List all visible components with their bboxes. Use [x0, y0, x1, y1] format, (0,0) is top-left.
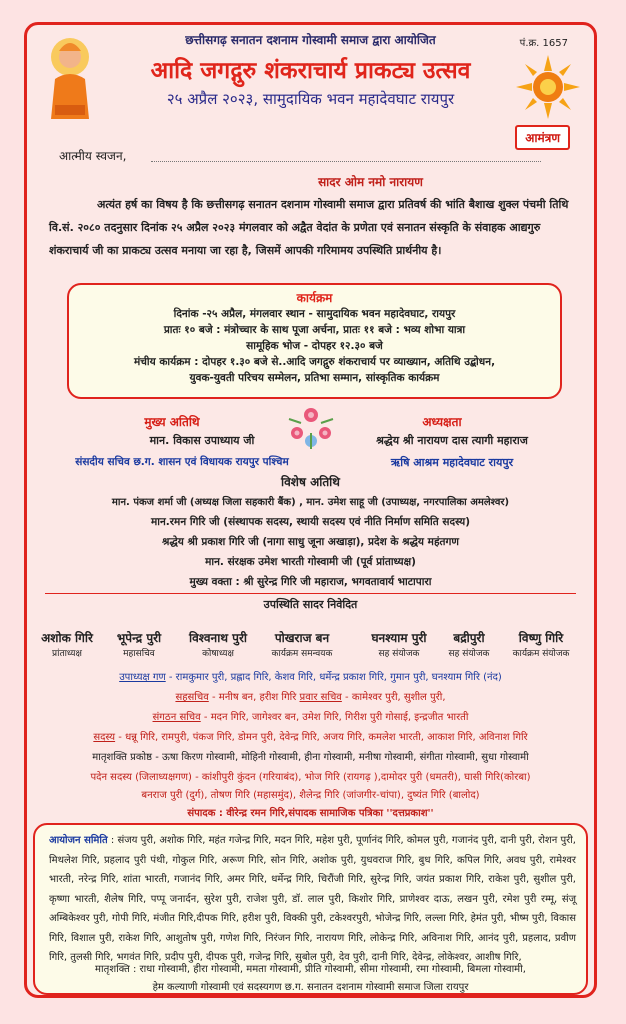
presenters-row	[27, 629, 594, 665]
committee-women: मातृशक्ति : राधा गोस्वामी, हीरा गोस्वामी, ममता गोस्वामी, प्रीति गोस्वामी, सीमा गोस्वामी, रमा गोस्वामी, बिमला गोस्वामी,	[95, 964, 526, 975]
presenter	[99, 629, 179, 659]
presenter-role: कोषाध्यक्ष	[202, 649, 234, 659]
event-date-venue: २५ अप्रैल २०२३, सामुदायिक भवन महादेवघाट रायपुर	[166, 90, 455, 108]
presenter-role: सह संयोजक	[378, 649, 420, 659]
committee-text	[49, 831, 576, 968]
presenter	[175, 629, 261, 659]
divider	[45, 593, 576, 594]
program-heading: कार्यक्रम	[296, 291, 333, 305]
presenter	[437, 629, 501, 659]
presenter-name: भूपेन्द्र पुरी	[116, 631, 162, 645]
presenter	[357, 629, 441, 659]
committee-label: आयोजन समिति	[49, 835, 108, 846]
presenters-heading: उपस्थिति सादर निवेदित	[263, 598, 358, 611]
editor-line: संपादक : वीरेन्द्र रमन गिरि,संपादक सामाजिक पत्रिका ''दत्तप्रकाश''	[187, 808, 434, 819]
presenter-role: सह संयोजक	[448, 649, 490, 659]
committee-footer: हेम कल्याणी गोस्वामी एवं सदस्यगण छ.ग. सनातन दशनाम गोस्वामी समाज जिला रायपुर	[152, 982, 469, 993]
invitation-card	[24, 22, 597, 998]
chief-guest-name: मान. विकास उपाध्याय जी	[149, 434, 255, 447]
program-line: युवक-युवती परिचय सम्मेलन, प्रतिभा सम्मान, सांस्कृतिक कार्यक्रम	[189, 372, 440, 384]
organizer-line: छत्तीसगढ़ सनातन दशनाम गोस्वामी समाज द्वारा आयोजित	[185, 33, 436, 47]
secretary-label: सहसचिव	[175, 692, 209, 703]
reference-number: पं.क्र. 1657	[519, 38, 568, 49]
presenter-name: विष्णु गिरि	[518, 631, 564, 645]
presenter-name: विश्वनाथ पुरी	[189, 631, 247, 645]
presenter	[259, 629, 345, 659]
secretary-names: - मनीष बन, हरीश गिरि	[208, 692, 300, 703]
greeting: आत्मीय स्वजन,	[59, 149, 127, 163]
publicity-label: प्रवार सचिव	[299, 692, 342, 703]
presidency-role-text: ऋषि आश्रम महादेवघाट रायपुर	[390, 456, 514, 469]
secretaries	[27, 689, 594, 703]
presidency-role	[327, 455, 577, 470]
presenter-name: पोखराज बन	[274, 631, 330, 645]
presenter-role: कार्यक्रम संयोजक	[512, 649, 570, 659]
district-names: - कांशीपुरी कुंदन (गरियाबंद), भोज गिरि (रायगढ़ ),दामोदर पुरी (धमतरी), घासी गिरि(कोरबा)	[191, 772, 531, 783]
invitation-badge: आमंत्रण	[515, 125, 570, 150]
presidency-block	[367, 413, 517, 430]
members-label: सदस्य	[93, 732, 116, 743]
invitation-paragraph: अत्यंत हर्ष का विषय है कि छत्तीसगढ़ सनातन दशनाम गोस्वामी समाज द्वारा प्रतिवर्ष की भांति बैशाख शुक्ल पंचमी तिथि वि.सं. २०८० तदनुसार दिनांक २५ अप्रैल २०२३ मंगलवार को अद्वैत वेदांत के प्रणेता एवं सनातन संस्कृति के संवाहक आद्यगुरु शंकराचार्य जी का प्राकट्य उत्सव मनाया जा रहा है, जिसमें आपकी गरिमामय उपस्थिति प्रार्थनीय है।	[49, 198, 569, 257]
district-presidents-2: बनराज पुरी (दुर्ग), तोषण गिरि (महासमुंद), शैलेन्द्र गिरि (जांजगीर-चांपा), दुष्यंत गिरि (बालोद)	[141, 790, 480, 801]
chief-guest-role	[47, 455, 317, 469]
special-guest-line: मान. पंकज शर्मा जी (अध्यक्ष जिला सहकारी बैंक) , मान. उमेश साहू जी (उपाध्यक्ष, नगरपालिका अमलेश्वर)	[111, 497, 510, 508]
special-guest-line: मुख्य वक्ता : श्री सुरेन्द्र गिरि जी महाराज, भगवतावार्य भाटापारा	[189, 576, 432, 588]
program-line: दिनांक -२५ अप्रैल, मंगलवार स्थान - सामुदायिक भवन महादेवघाट, रायपुर	[173, 308, 456, 320]
org-names: - मदन गिरि, जागेश्वर बन, उमेश गिरि, गिरीश पुरी गोसाई, इन्द्रजीत भारती	[200, 712, 469, 723]
vice-names: - रामकुमार पुरी, प्रह्लाद गिरि, केशव गिरि, धर्मेन्द्र प्रकाश गिरि, गुमान पुरी, घनश्याम गिरि (नंद)	[165, 672, 502, 683]
program-line: प्रातः १० बजे : मंत्रोच्चार के साथ पूजा अर्चना, प्रातः ११ बजे : भव्य शोभा यात्रा	[163, 324, 466, 336]
special-guests-heading: विशेष अतिथि	[281, 475, 340, 489]
presenter-name: अशोक गिरि	[41, 631, 93, 645]
org-label: संगठन सचिव	[152, 712, 201, 723]
presidency-heading: अध्यक्षता	[422, 415, 462, 429]
presenter	[27, 629, 107, 659]
district-label: पदेन सदस्य (जिलाध्यक्षगण)	[90, 772, 192, 783]
special-guest-line: श्रद्धेय श्री प्रकाश गिरि जी (नागा साधु जूना अखाड़ा), प्रदेश के श्रद्धेय महंतगण	[161, 536, 460, 548]
organization-secretaries	[27, 709, 594, 723]
dotted-line	[151, 161, 541, 162]
program-line: मंचीय कार्यक्रम : दोपहर १.३० बजे से..आदि जगद्गुरु शंकराचार्य पर व्याख्यान, अतिथि उद्बोधन,	[133, 356, 496, 368]
women-cell: मातृशक्ति प्रकोष्ठ - ऊषा किरण गोस्वामी, मोहिनी गोस्वामी, हीना गोस्वामी, मनीषा गोस्वामी, संगीता गोस्वामी, सुधा गोस्वामी	[92, 752, 529, 763]
event-title: आदि जगद्गुरु शंकराचार्य प्राकट्य उत्सव	[150, 58, 471, 84]
program-box	[67, 283, 562, 399]
program-line: सामूहिक भोज - दोपहर १२.३० बजे	[246, 340, 383, 352]
chief-guest-role-text: संसदीय सचिव छ.ग. शासन एवं विधायक रायपुर पश्चिम	[75, 456, 289, 468]
presenter-name: बद्रीपुरी	[453, 631, 485, 645]
presenter-role: प्रांताध्यक्ष	[52, 649, 82, 659]
presenter	[501, 629, 581, 659]
presenter-role: महासचिव	[123, 649, 155, 659]
committee-names: : संजय पुरी, अशोक गिरि, महंत गजेन्द्र गिरि, मदन गिरि, महेश पुरी, पूर्णानंद गिरि, कोमल पुरी, गजानंद पुरी, दानी पुरी, रोशन पुरी, मिथलेश गिरि, प्रहलाद पुरी पंथी, गोकुल गिरि, अरूण गिरि, सोन गिरि, अशोक पुरी, युधवराज गिरि, बुध गिरि, कपिल गिरि, अवध पुरी, रामेश्वर भारती, नरेन्द्र गिरि, शांता भारती, गजानंद गिरि, अमर गिरि, धर्मेन्द्र गिरि, चिरौंजी गिरि, सुरेन्द्र गिरि, जयंत प्रकाश गिरि, राकेश पुरी, सुशील पुरी, कृष्णा भारती, शैलेष गिरि, पप्पू जनार्दन, सुरेश पुरी, राजेश पुरी, डॉ. लाल पुरी, किशोर गिरि, प्राणेश्वर दाऊ, लखन पुरी, रमेश पुरी रम्मू, संजू अम्बिकेश्वर पुरी, गोपी गिरि, मंजीत गिरि,दीपक गिरि, हरीश पुरी, विक्की पुरी, टकेश्वरपुरी, भोजेन्द्र गिरि, लल्ला गिरि, हेमंत पुरी, भीष्म पुरी, विकास गिरि, विशाल पुरी, राकेश गिरि, आशुतोष पुरी, गणेश गिरि, निरंजन गिरि, नारायण गिरि, लोकेन्द्र गिरि, अविनाश गिरि, आनंद पुरी, प्रहलाद, प्रवीण गिरि, तुलसी गिरि, भगवंत गिरि, प्रदीप पुरी, दीपक पुरी, गजेन्द्र गिरि, सुबोल पुरी, देव पुरी, दानी गिरि, देवेन्द्र, लोकेश्वर, आशीष गिरि,	[49, 835, 576, 963]
vice-presidents	[27, 669, 594, 683]
chief-guest-heading: मुख्य अतिथि	[144, 415, 200, 429]
presidency-name: श्रद्धेय श्री नारायण दास त्यागी महाराज	[376, 434, 528, 447]
members-names: - धन्नू गिरि, रामपुरी, पंकज गिरि, डोमन पुरी, देवेन्द्र गिरि, अजय गिरि, कमलेश भारती, आकाश गिरि, अविनाश गिरि	[115, 732, 528, 743]
chief-guest-block	[97, 413, 247, 430]
special-guest-line: मान.रमन गिरि जी (संस्थापक सदस्य, स्थायी सदस्य एवं नीति निर्माण समिति सदस्य)	[150, 516, 471, 528]
district-presidents	[27, 769, 594, 783]
presenter-role: कार्यक्रम समन्वयक	[271, 649, 333, 659]
vice-label: उपाध्यक्ष गण	[119, 672, 166, 683]
presenter-name: घनश्याम पुरी	[371, 631, 427, 645]
members	[27, 729, 594, 743]
publicity-names: - कामेश्वर पुरी, सुशील पुरी,	[341, 692, 446, 703]
salutation: सादर ओम नमो नारायण	[318, 175, 423, 189]
special-guest-line: मान. संरक्षक उमेश भारती गोस्वामी जी (पूर्व प्रांताध्यक्ष)	[205, 556, 416, 568]
